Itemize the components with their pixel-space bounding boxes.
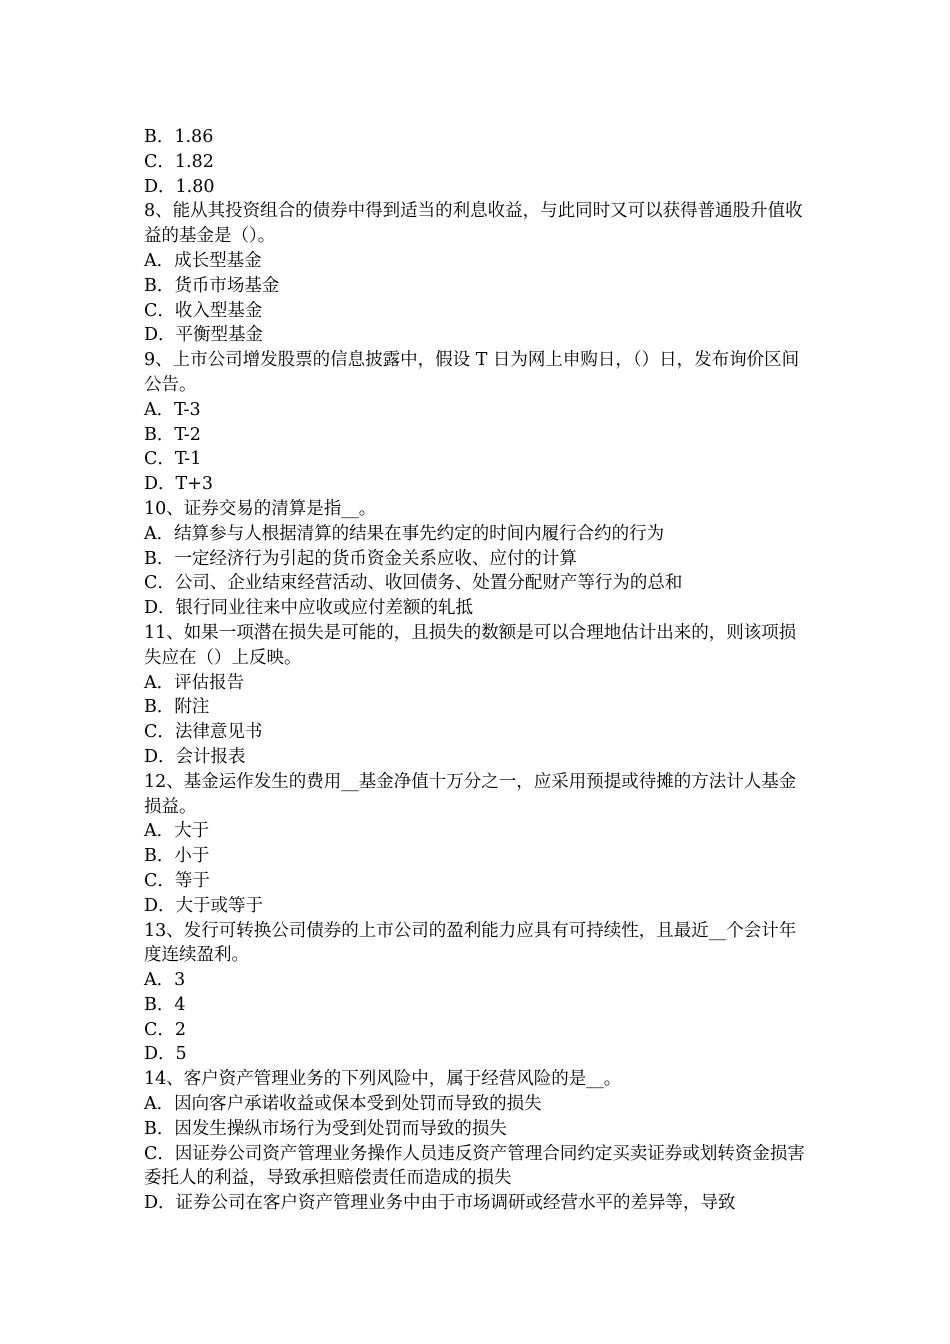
option-c-q13: C．2 — [144, 1019, 187, 1040]
option-b-q12: B．小于 — [144, 846, 210, 867]
option-c-q9: C．T-1 — [144, 449, 202, 470]
option-d-q10: D．银行同业往来中应收或应付差额的轧抵 — [144, 598, 474, 619]
option-c-q11: C．法律意见书 — [144, 722, 263, 743]
option-b-q9: B．T-2 — [144, 424, 201, 445]
question-11: 11、如果一项潜在损失是可能的，且损失的数额是可以合理地估计出来的，则该项损失应在（）上反映。 — [144, 622, 797, 668]
option-a-q12: A．大于 — [144, 821, 210, 842]
option-a-q13: A．3 — [144, 970, 186, 991]
option-b-q8: B．货币市场基金 — [144, 275, 280, 296]
option-d-q13: D．5 — [144, 1044, 187, 1065]
option-b-q7: B．1.86 — [144, 127, 214, 147]
document-page — [144, 125, 810, 1216]
option-c-q14: C．因证券公司资产管理业务操作人员违反资产管理合同约定买卖证券或划转资金损害委托人的利益，导致承担赔偿责任而造成的损失 — [144, 1143, 805, 1189]
option-b-q11: B．附注 — [144, 697, 210, 718]
option-d-q7: D．1.80 — [144, 176, 215, 197]
question-10: 10、证券交易的清算是指__。 — [144, 498, 377, 519]
option-c-q7: C．1.82 — [144, 151, 214, 172]
option-d-q14: D．证券公司在客户资产管理业务中由于市场调研或经营水平的差异等，导致 — [144, 1193, 736, 1214]
option-c-q12: C．等于 — [144, 870, 210, 891]
option-d-q8: D．平衡型基金 — [144, 325, 264, 346]
option-a-q8: A．成长型基金 — [144, 250, 262, 271]
option-b-q13: B．4 — [144, 994, 186, 1015]
option-b-q10: B．一定经济行为引起的货币资金关系应收、应付的计算 — [144, 548, 577, 569]
question-14: 14、客户资产管理业务的下列风险中，属于经营风险的是__。 — [144, 1069, 622, 1090]
option-d-q12: D．大于或等于 — [144, 895, 264, 916]
option-d-q9: D．T+3 — [144, 474, 214, 495]
option-a-q9: A．T-3 — [144, 399, 201, 420]
option-a-q11: A．评估报告 — [144, 672, 245, 693]
option-b-q14: B．因发生操纵市场行为受到处罚而导致的损失 — [144, 1118, 507, 1139]
option-c-q10: C．公司、企业结束经营活动、收回债务、处置分配财产等行为的总和 — [144, 573, 683, 594]
question-8: 8、能从其投资组合的债券中得到适当的利息收益，与此同时又可以获得普通股升值收益的基金是（）。 — [144, 201, 803, 247]
option-c-q8: C．收入型基金 — [144, 300, 263, 321]
question-13: 13、发行可转换公司债券的上市公司的盈利能力应具有可持续性，且最近__个会计年度连续盈利。 — [144, 920, 797, 966]
option-d-q11: D．会计报表 — [144, 746, 246, 767]
option-a-q10: A．结算参与人根据清算的结果在事先约定的时间内履行合约的行为 — [144, 523, 665, 544]
question-12: 12、基金运作发生的费用__基金净值十万分之一，应采用预提或待摊的方法计人基金损益。 — [144, 771, 797, 817]
option-a-q14: A．因向客户承诺收益或保本受到处罚而导致的损失 — [144, 1094, 542, 1115]
question-9: 9、上市公司增发股票的信息披露中，假设 T 日为网上申购日，（）日，发布询价区间公告。 — [144, 350, 800, 395]
